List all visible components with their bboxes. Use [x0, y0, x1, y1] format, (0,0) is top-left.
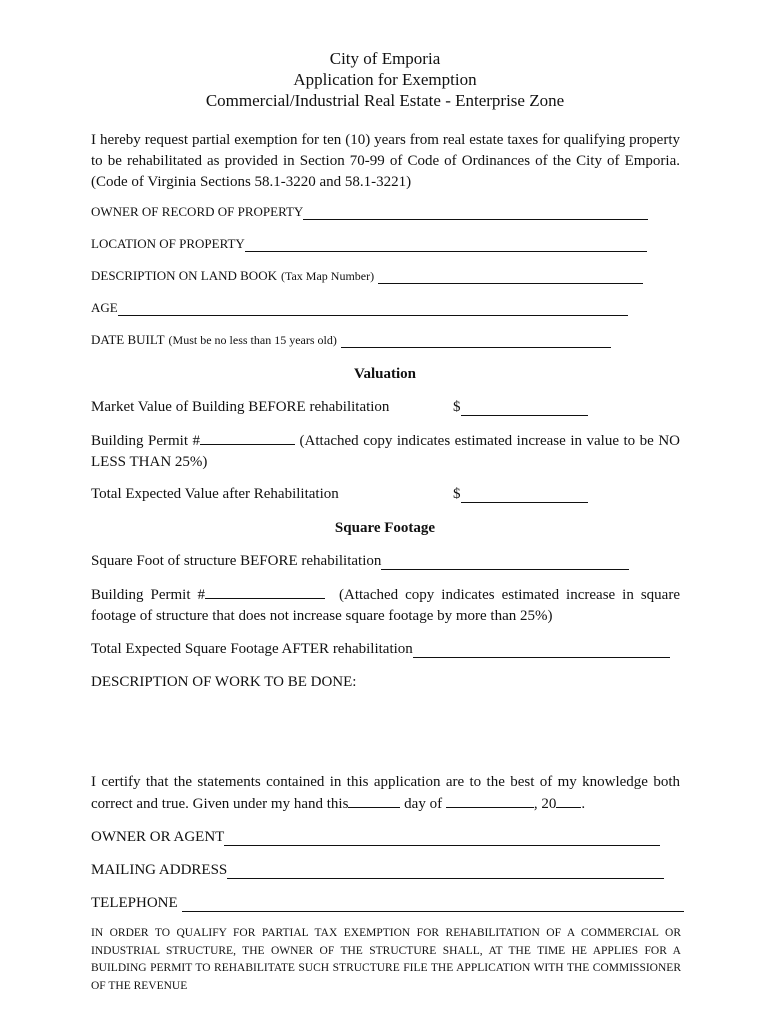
sqft-after-field	[91, 640, 670, 658]
cert-day-input-line[interactable]	[348, 793, 400, 808]
form-subtitle: Commercial/Industrial Real Estate - Enterprise Zone	[205, 91, 565, 110]
sqft-before-field	[91, 552, 629, 570]
age-label: AGE	[91, 300, 118, 315]
owner-of-record-input-line[interactable]	[303, 206, 648, 220]
telephone-label: TELEPHONE	[91, 895, 178, 911]
date-built-label: DATE BUILT	[91, 332, 165, 347]
city-title: City of Emporia	[329, 49, 441, 68]
sqft-permit-note: (Attached copy indicates estimated increase in square footage of structure that does not increase square footage by more than 25%)	[91, 587, 680, 624]
sqft-before-label: Square Foot of structure BEFORE rehabilitation	[91, 553, 382, 569]
date-built-input-line[interactable]	[341, 334, 611, 348]
square-footage-heading: Square Footage	[334, 520, 436, 536]
market-value-amount	[453, 398, 588, 416]
sqft-before-input-line[interactable]	[381, 555, 629, 570]
owner-of-record-field	[91, 204, 648, 220]
form-title: Application for Exemption	[293, 70, 477, 89]
valuation-permit-input-line[interactable]	[200, 430, 295, 445]
mailing-address-input-line[interactable]	[227, 864, 664, 879]
mailing-address-label: MAILING ADDRESS	[91, 862, 228, 878]
cert-year-input-line[interactable]	[556, 793, 581, 808]
certification-text: I certify that the statements contained in this application are to the best of my knowledge both correct and true. Given under my hand this	[91, 774, 680, 812]
tax-map-note: (Tax Map Number)	[280, 269, 375, 283]
owner-agent-field	[91, 828, 660, 846]
sqft-permit-label: Building Permit #	[91, 587, 205, 603]
valuation-permit-label: Building Permit #	[91, 433, 201, 449]
sqft-permit-input-line[interactable]	[205, 584, 325, 599]
date-built-field	[91, 332, 611, 348]
certification-paragraph	[91, 772, 680, 815]
owner-of-record-label: OWNER OF RECORD OF PROPERTY	[91, 204, 304, 219]
cert-year-prefix: , 20	[533, 796, 557, 812]
cert-month-input-line[interactable]	[446, 793, 534, 808]
owner-agent-input-line[interactable]	[224, 831, 660, 846]
market-value-label: Market Value of Building BEFORE rehabilitation	[91, 399, 390, 415]
location-input-line[interactable]	[245, 238, 647, 252]
mailing-address-field	[91, 861, 664, 879]
age-field	[91, 300, 628, 316]
sqft-permit-block	[91, 584, 680, 627]
work-description-label: DESCRIPTION OF WORK TO BE DONE:	[91, 674, 357, 690]
market-value-input-line[interactable]	[461, 401, 588, 416]
owner-agent-label: OWNER OR AGENT	[91, 829, 225, 845]
date-built-note: (Must be no less than 15 years old)	[168, 333, 337, 347]
land-book-input-line[interactable]	[378, 270, 643, 284]
location-label: LOCATION OF PROPERTY	[91, 236, 245, 251]
total-expected-input-line[interactable]	[461, 488, 588, 503]
telephone-input-line[interactable]	[182, 897, 684, 912]
valuation-permit-block	[91, 430, 680, 473]
total-expected-label: Total Expected Value after Rehabilitation	[91, 486, 339, 502]
valuation-permit-note: (Attached copy indicates estimated increase in value to be NO LESS THAN 25%)	[91, 433, 680, 470]
total-expected-amount	[453, 485, 588, 503]
telephone-field	[91, 894, 684, 912]
land-book-field	[91, 268, 643, 284]
currency-symbol: $	[453, 486, 461, 502]
cert-day-of: day of	[404, 796, 443, 812]
qualification-notice: IN ORDER TO QUALIFY FOR PARTIAL TAX EXEMPTION FOR REHABILITATION OF A COMMERCIAL OR INDUSTRIAL STRUCTURE, THE OWNER OF THE STRUCTURE SHALL, AT THE TIME HE APPLIES FOR A BUILDING PERMIT TO REHABILITATE SUCH STRUCTURE FILE THE APPLICATION WITH THE COMMISSIONER OF THE REVENUE	[91, 927, 681, 992]
age-input-line[interactable]	[118, 302, 628, 316]
cert-period: .	[581, 796, 586, 812]
currency-symbol: $	[453, 399, 461, 415]
intro-paragraph: I hereby request partial exemption for ten (10) years from real estate taxes for qualifying property to be rehabilitated as provided in Section 70-99 of Code of Ordinances of the City of Emporia. (Code of Virginia Sections 58.1-3220 and 58.1-3221)	[91, 132, 680, 190]
land-book-label: DESCRIPTION ON LAND BOOK	[91, 268, 277, 283]
sqft-after-label: Total Expected Square Footage AFTER rehabilitation	[91, 641, 413, 657]
sqft-after-input-line[interactable]	[413, 643, 670, 658]
valuation-heading: Valuation	[354, 366, 416, 382]
location-field	[91, 236, 647, 252]
